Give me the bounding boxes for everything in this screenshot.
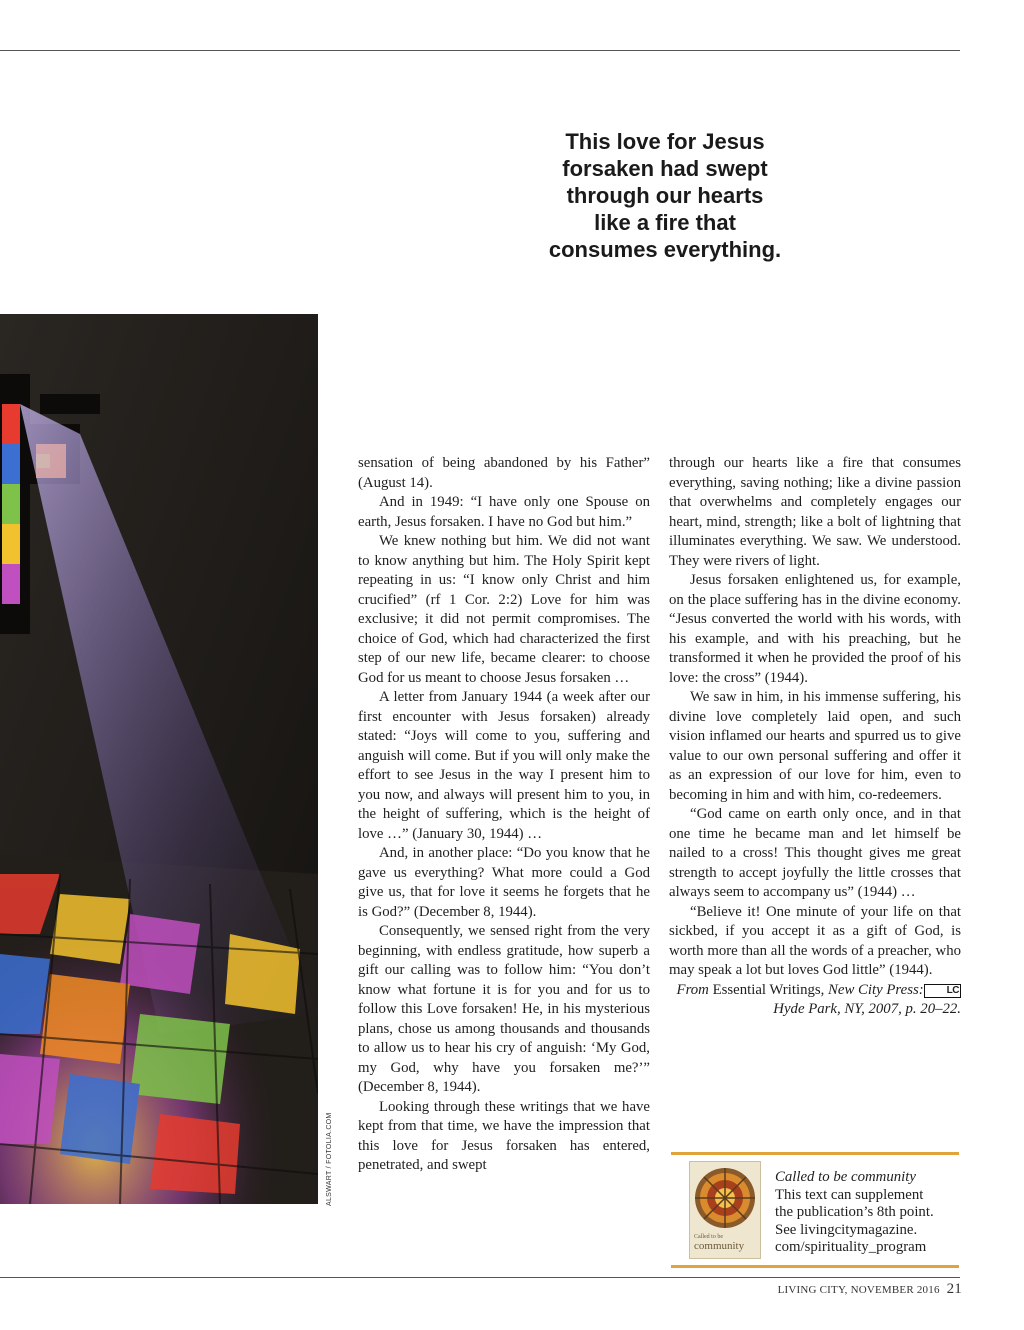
page-footer [760, 1281, 962, 1298]
paragraph: Jesus forsaken enlightened us, for example, on the place suffering has in the divine economy. “Jesus converted the world with his words, with his example, and with his preaching, but he transformed it when he provided the proof of his love: the cross” (1944). [669, 572, 961, 686]
pull-quote [510, 128, 820, 263]
pull-quote-line: forsaken had swept [562, 156, 768, 181]
page-number: 21 [946, 1281, 962, 1297]
paragraph: “God came on earth only once, and in that one time he became man and let himself be nailed to a cross! This thought gives me great strength to accept joyfully the little crosses that always seem to accompany us” (1944) … [669, 806, 961, 900]
sidebar-line: the publication’s 8th point. [775, 1204, 934, 1220]
paragraph: We saw in him, in his immense suffering, his divine love completely laid open, and such vision inflamed our hearts and spurred us to give value to our own personal suffering and offer it as an expression of our love for him, even to becoming in him and with him, co-redeemers. [669, 689, 961, 803]
publication-name: LIVING CITY, NOVEMBER 2016 [777, 1284, 940, 1296]
bottom-rule [0, 1277, 960, 1278]
top-rule [0, 50, 960, 51]
sidebar-line: This text can supplement [775, 1186, 924, 1203]
source-citation [669, 981, 961, 1020]
paragraph: And in 1949: “I have only one Spouse on earth, Jesus forsaken. I have no God but him.” [358, 494, 650, 530]
paragraph: A letter from January 1944 (a week after our first encounter with Jesus forsaken) already stated: “Joys will come to you, suffering and anguish will come. But if you will only make the effort to see Jesus in the way I present him to you now, and always will present him to you, in the height of suffering, which is the height of love …” (January 30, 1944) … [358, 689, 650, 842]
booklet-main-title: community [694, 1240, 745, 1252]
sidebar-text [775, 1169, 959, 1257]
pull-quote-line: like a fire that [594, 210, 736, 235]
stained-glass-photo [0, 314, 318, 1204]
source-from: From [676, 981, 709, 998]
lc-end-mark-icon: LC [924, 984, 961, 998]
photo-credit: ALSWART / FOTOLIA.COM [326, 1112, 333, 1206]
paragraph: And, in another place: “Do you know that he gave us everything? What more could a God give us, that for love it seems he forgets that he is God?” (December 8, 1944). [358, 845, 650, 920]
paragraph: sensation of being abandoned by his Father” (August 14). [358, 455, 650, 491]
pull-quote-line: consumes everything. [548, 237, 782, 262]
paragraph-text: “Believe it! One minute of your life on that sickbed, if you accept it as a gift of God, is worth more than all the words of a preacher, who may speak a lot but loves God little” (1944). [669, 903, 961, 978]
booklet-cover-image [689, 1161, 761, 1259]
booklet-title [694, 1234, 756, 1251]
source-location: Hyde Park, NY, 2007, p. 20–22. [773, 1001, 961, 1017]
paragraph: Consequently, we sensed right from the very beginning, with endless gratitude, how superb a gift our calling was to follow him: “You don’t know what fortune it is for you and for us to follow this Love forsaken! He, in his mysterious plans, chose us among thousands and thousands to allow us to hear his cry of anguish: ‘My God, my God, why have you forsaken me?’” (December 8, 1944). [358, 923, 650, 1095]
called-to-be-community-sidebar [671, 1152, 959, 1268]
paragraph: through our hearts like a fire that consumes everything, saving nothing; like a divine passion that overwhelms and completely engages our heart, mind, strength; like a bolt of lightning that illuminates everything. We saw. We understood. They were rivers of light. [669, 455, 961, 569]
article-column-2 [669, 454, 961, 1020]
paragraph: Looking through these writings that we have kept from that time, we have the impression that this love for Jesus forsaken has entered, penetrated, and swept [358, 1098, 650, 1173]
sidebar-link[interactable]: com/spirituality_program [775, 1239, 927, 1255]
sidebar-heading: Called to be community [775, 1169, 916, 1185]
article-column-1 [358, 454, 650, 1176]
booklet-small-title: Called to be [694, 1234, 723, 1240]
pull-quote-line: through our hearts [566, 183, 764, 208]
pull-quote-line: This love for Jesus [565, 129, 765, 154]
source-publisher: New City Press: [828, 981, 924, 998]
sidebar-line: See livingcitymagazine. [775, 1221, 918, 1238]
rose-window-icon [690, 1162, 760, 1232]
paragraph: We knew nothing but him. We did not want to know anything but him. The Holy Spirit kept repeating in us: “I know only Christ and him crucified” (rf 1 Cor. 2:2) Love for him was exclusive; it did not permit compromises. The choice of God, which had characterized the first step of our new life, became clearer: to choose God for us meant to choose Jesus forsaken … [358, 533, 650, 686]
source-title: Essential Writings, [712, 981, 825, 998]
